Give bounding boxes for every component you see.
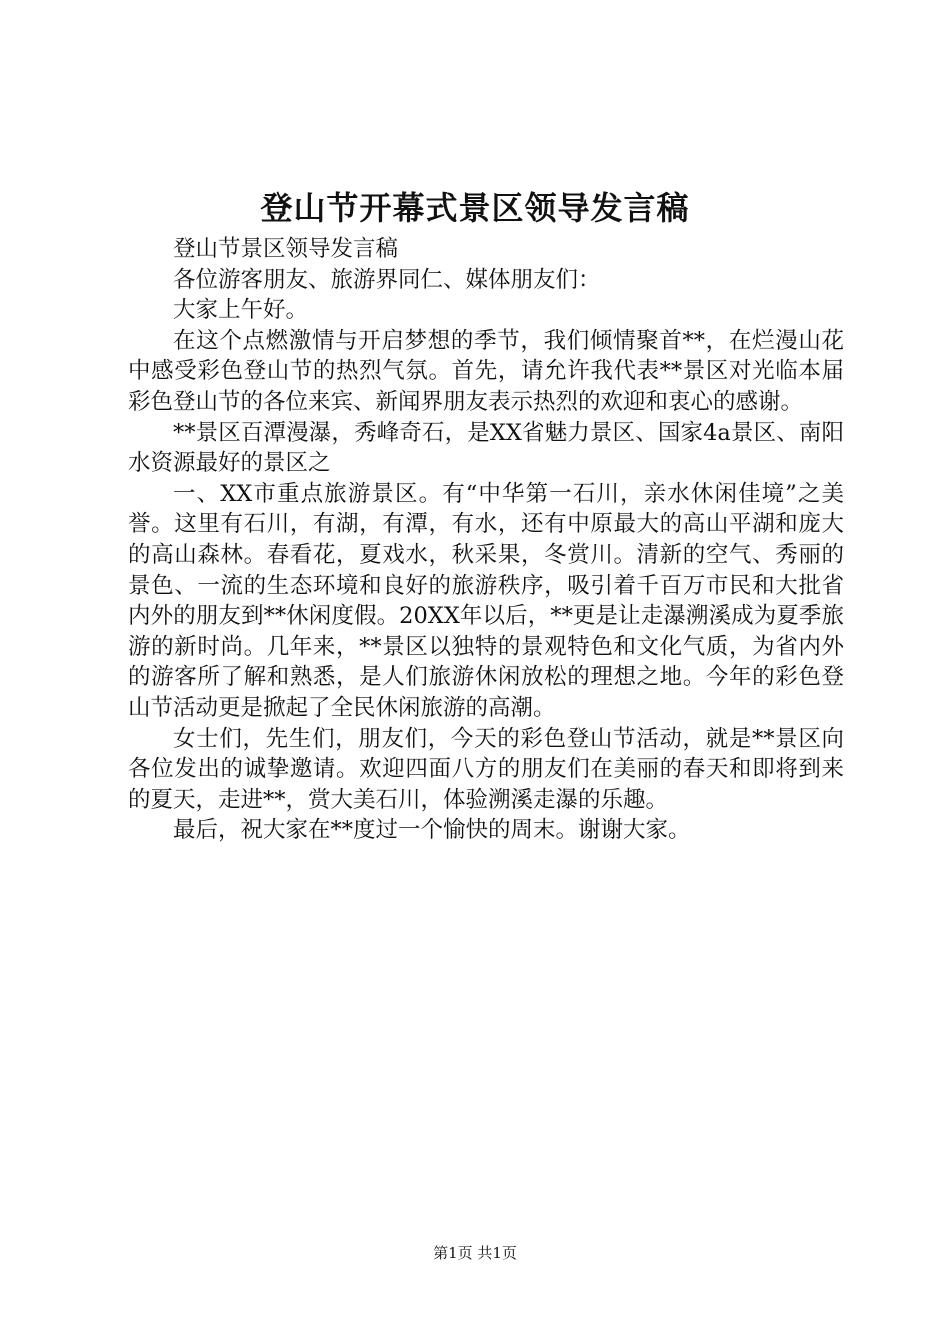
paragraph-scenic-detail: 一、XX市重点旅游景区。有“中华第一石川，亲水休闲佳境”之美誉。这里有石川，有湖，有潭，有水，还有中原最大的高山平湖和庞大的高山森林。春看花，夏戏水，秋采果，冬赏川。清新的空气、秀丽的景色、一流的生态环境和良好的旅游秩序，吸引着千百万市民和大批省内外的朋友到**休闲度假。20XX年以后，**更是让走瀑溯溪成为夏季旅游的新时尚。几年来，**景区以独特的景观特色和文化气质，为省内外的游客所了解和熟悉，是人们旅游休闲放松的理想之地。今年的彩色登山节活动更是掀起了全民休闲旅游的高潮。	[128, 480, 844, 721]
paragraph-welcome: 在这个点燃激情与开启梦想的季节，我们倾情聚首**，在烂漫山花中感受彩色登山节的热烈气氛。首先，请允许我代表**景区对光临本届彩色登山节的各位来宾、新闻界朋友表示热烈的欢迎和衷心的感谢。	[128, 327, 844, 415]
paragraph-greeting: 大家上午好。	[173, 297, 309, 324]
document-body	[128, 234, 844, 846]
paragraph-salutation: 各位游客朋友、旅游界同仁、媒体朋友们：	[173, 266, 601, 293]
paragraph-subtitle: 登山节景区领导发言稿	[173, 236, 399, 262]
page-number-footer: 第1页 共1页	[433, 1244, 517, 1262]
document-title: 登山节开幕式景区领导发言稿	[260, 189, 690, 227]
paragraph-closing: 最后，祝大家在**度过一个愉快的周末。谢谢大家。	[173, 817, 691, 844]
paragraph-scenic-intro: **景区百潭漫瀑，秀峰奇石，是XX省魅力景区、国家4a景区、南阳水资源最好的景区之	[128, 419, 844, 477]
paragraph-invitation: 女士们，先生们，朋友们，今天的彩色登山节活动，就是**景区向各位发出的诚挚邀请。欢迎四面八方的朋友们在美丽的春天和即将到来的夏天，走进**，赏大美石川，体验溯溪走瀑的乐趣。	[128, 725, 844, 813]
